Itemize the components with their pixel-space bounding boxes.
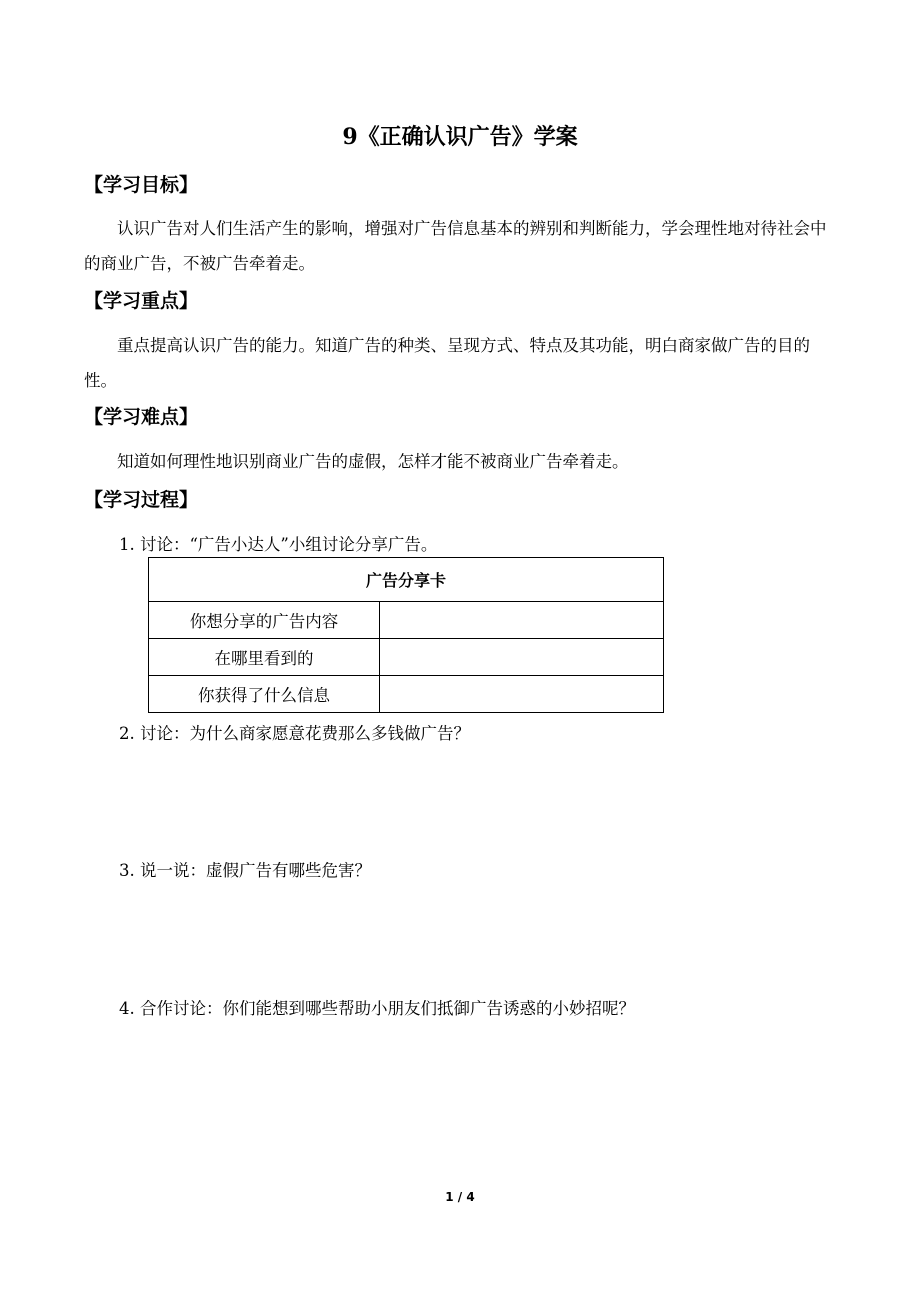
process-item-3: 3. 说一说：虚假广告有哪些危害？ xyxy=(119,861,371,880)
share-card-answer-cell[interactable] xyxy=(380,602,664,639)
share-card-answer-cell[interactable] xyxy=(380,639,664,676)
process-item-2: 2. 讨论：为什么商家愿意花费那么多钱做广告？ xyxy=(119,724,470,743)
section-heading-difficulties: 【学习难点】 xyxy=(84,406,199,428)
share-card-header-row xyxy=(149,558,664,602)
share-card-label: 在哪里看到的 xyxy=(149,639,380,676)
key-points-paragraph: 重点提高认识广告的能力。知道广告的种类、呈现方式、特点及其功能，明白商家做广告的目的性。 xyxy=(84,336,810,390)
share-card-label: 你想分享的广告内容 xyxy=(149,602,380,639)
goals-paragraph: 认识广告对人们生活产生的影响，增强对广告信息基本的辨别和判断能力，学会理性地对待社会中的商业广告，不被广告牵着走。 xyxy=(84,219,827,273)
share-card-title: 广告分享卡 xyxy=(149,558,664,602)
section-heading-key-points: 【学习重点】 xyxy=(84,290,199,312)
share-card-label: 你获得了什么信息 xyxy=(149,676,380,713)
page-number: 1 / 4 xyxy=(445,1190,475,1204)
process-item-4: 4. 合作讨论：你们能想到哪些帮助小朋友们抵御广告诱惑的小妙招呢？ xyxy=(119,999,635,1018)
page-title: 9《正确认识广告》学案 xyxy=(342,124,578,150)
share-card-row xyxy=(149,676,664,713)
share-card-row xyxy=(149,639,664,676)
section-heading-goals: 【学习目标】 xyxy=(84,174,199,196)
process-item-1: 1. 讨论：“广告小达人”小组讨论分享广告。 xyxy=(119,535,438,554)
difficulties-paragraph: 知道如何理性地识别商业广告的虚假，怎样才能不被商业广告牵着走。 xyxy=(117,452,629,471)
section-heading-process: 【学习过程】 xyxy=(84,489,199,511)
share-card-answer-cell[interactable] xyxy=(380,676,664,713)
share-card-row xyxy=(149,602,664,639)
ad-share-card-table xyxy=(148,557,664,713)
